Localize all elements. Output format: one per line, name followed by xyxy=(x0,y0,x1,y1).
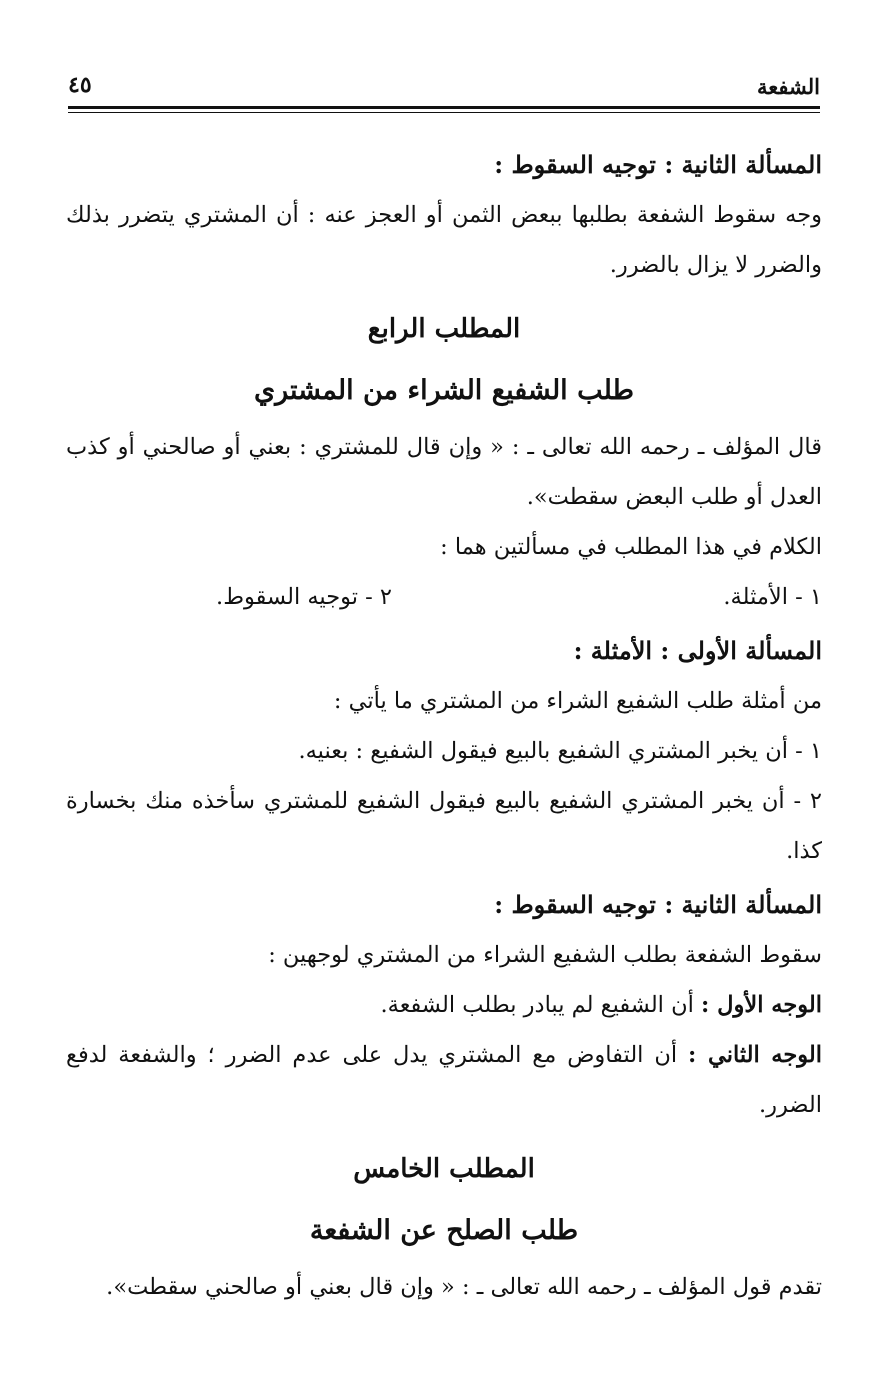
section-heading: المطلب الخامس xyxy=(353,1154,535,1184)
header-rule-thin xyxy=(68,112,820,113)
issue-heading: المسألة الثانية : توجيه السقوط : xyxy=(494,890,822,919)
paragraph: سقوط الشفعة بطلب الشفيع الشراء من المشتري لوجهين : xyxy=(268,942,822,968)
section-title: طلب الصلح عن الشفعة xyxy=(309,1215,579,1246)
page-body xyxy=(66,140,822,1312)
reason-text: أن الشفيع لم يبادر بطلب الشفعة. xyxy=(380,992,694,1018)
reason-label: الوجه الأول : xyxy=(701,992,822,1018)
reason-paragraph xyxy=(66,1030,822,1130)
quote-paragraph: قال المؤلف ـ رحمه الله تعالى ـ : « وإن قال للمشتري : بعني أو صالحني أو كذب العدل أو طلب البعض سقطت». xyxy=(66,434,822,510)
list-item: ١ - الأمثلة. xyxy=(723,584,822,610)
list-item: ٢ - أن يخبر المشتري الشفيع بالبيع فيقول الشفيع للمشتري سأخذه منك بخسارة كذا. xyxy=(66,788,822,864)
quote-paragraph: تقدم قول المؤلف ـ رحمه الله تعالى ـ : « وإن قال بعني أو صالحني سقطت». xyxy=(106,1274,822,1300)
issue-heading: المسألة الأولى : الأمثلة : xyxy=(573,636,822,665)
list-item: ٢ - توجيه السقوط. xyxy=(216,584,392,610)
section-title: طلب الشفيع الشراء من المشتري xyxy=(253,375,635,406)
section-heading: المطلب الرابع xyxy=(367,314,521,344)
running-title: الشفعة xyxy=(757,74,820,99)
page-number: ٤٥ xyxy=(68,72,92,98)
reason-label: الوجه الثاني : xyxy=(688,1042,823,1068)
paragraph: من أمثلة طلب الشفيع الشراء من المشتري ما يأتي : xyxy=(333,688,822,714)
reason-paragraph xyxy=(66,980,822,1030)
paragraph: وجه سقوط الشفعة بطلبها ببعض الثمن أو العجز عنه : أن المشتري يتضرر بذلك والضرر لا يزال بالضرر. xyxy=(66,202,822,278)
paragraph: الكلام في هذا المطلب في مسألتين هما : xyxy=(440,534,822,560)
header-rule-thick xyxy=(68,106,820,109)
page-header xyxy=(68,68,820,114)
list-item: ١ - أن يخبر المشتري الشفيع بالبيع فيقول الشفيع : بعنيه. xyxy=(298,738,822,764)
issue-heading: المسألة الثانية : توجيه السقوط : xyxy=(494,150,822,179)
numbered-pair xyxy=(66,572,822,622)
reason-text: أن التفاوض مع المشتري يدل على عدم الضرر ؛ والشفعة لدفع الضرر. xyxy=(66,1042,822,1118)
